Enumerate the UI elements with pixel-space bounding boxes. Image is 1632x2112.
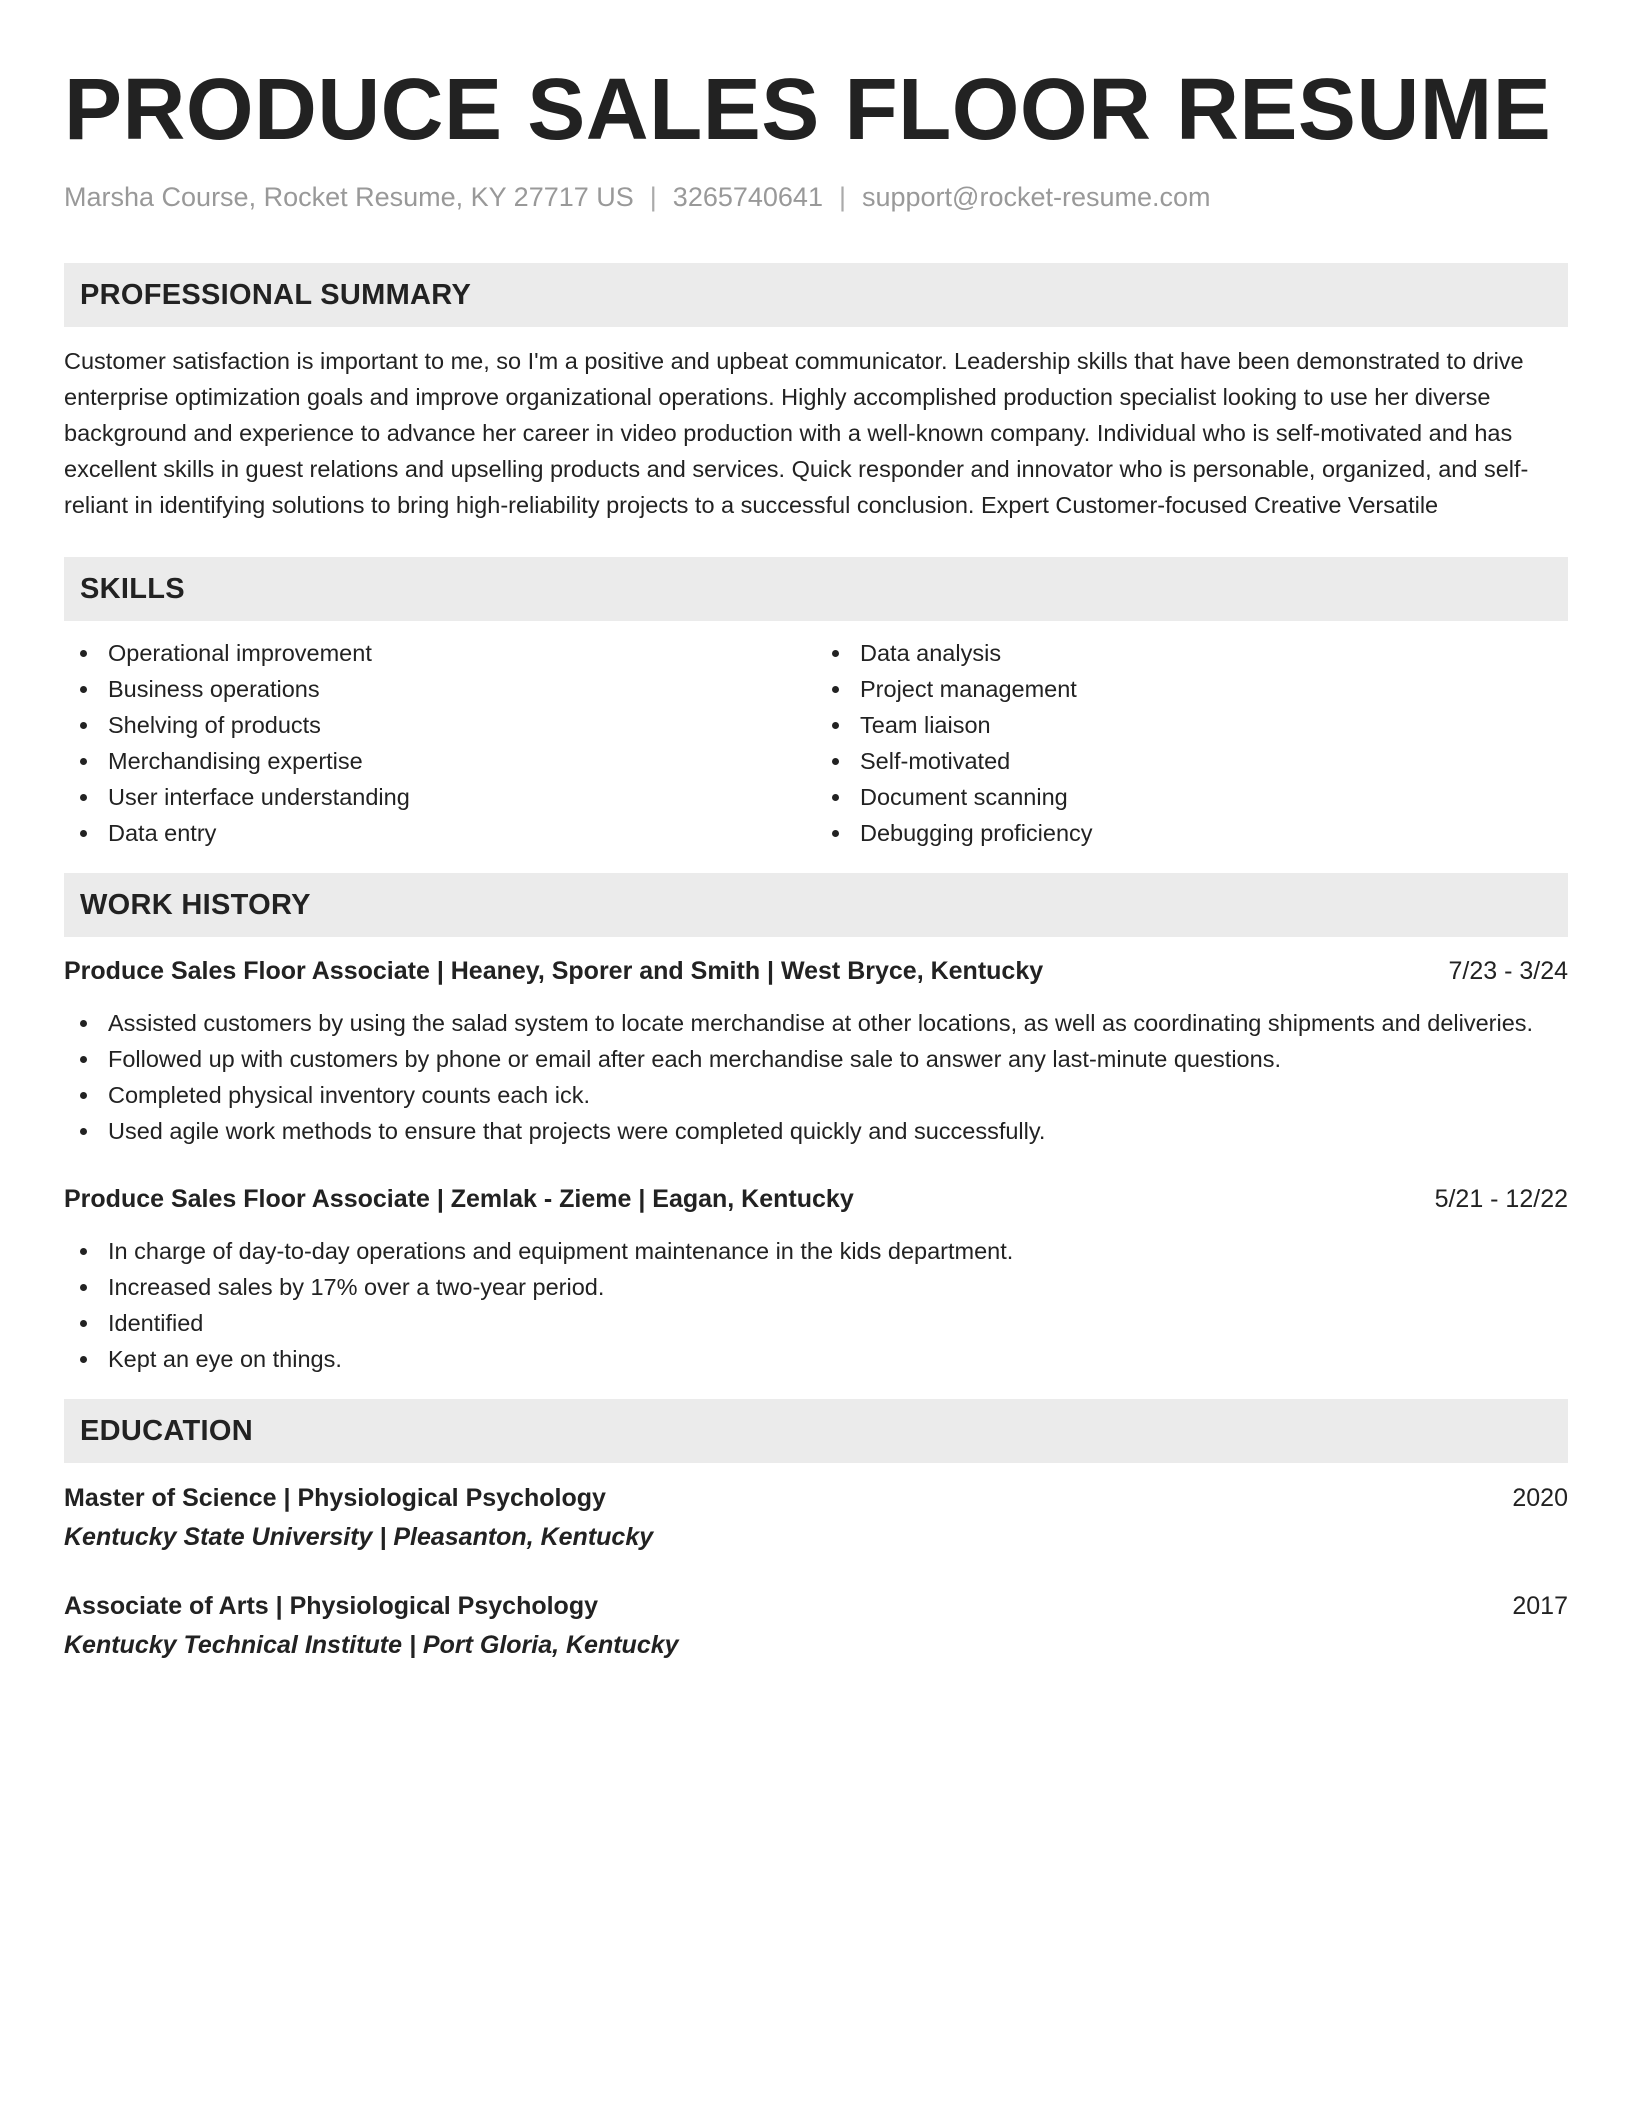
skill-item: Project management <box>816 671 1568 707</box>
education-degree: Master of Science | Physiological Psychology <box>64 1484 606 1513</box>
education-entry <box>64 1587 1568 1665</box>
job-duty: Completed physical inventory counts each ick. <box>64 1077 1568 1113</box>
education-year: 2017 <box>1512 1592 1568 1621</box>
job-header <box>64 1181 1568 1217</box>
job-entry <box>64 1181 1568 1377</box>
job-title: Produce Sales Floor Associate | Zemlak - Zieme | Eagan, Kentucky <box>64 1185 854 1214</box>
skill-item: Self-motivated <box>816 743 1568 779</box>
skill-item: Shelving of products <box>64 707 816 743</box>
skills-list <box>64 635 1568 851</box>
contact-separator: | <box>838 182 846 212</box>
job-duty: Increased sales by 17% over a two-year period. <box>64 1269 1568 1305</box>
skill-item: Team liaison <box>816 707 1568 743</box>
skill-item: Debugging proficiency <box>816 815 1568 851</box>
job-duty: Followed up with customers by phone or email after each merchandise sale to answer any last-minute questions. <box>64 1041 1568 1077</box>
skill-item: Document scanning <box>816 779 1568 815</box>
job-duty: Kept an eye on things. <box>64 1341 1568 1377</box>
education-header <box>64 1587 1568 1625</box>
summary-heading: PROFESSIONAL SUMMARY <box>64 263 1568 327</box>
skill-item: User interface understanding <box>64 779 816 815</box>
skill-item: Data entry <box>64 815 816 851</box>
work-history-heading: WORK HISTORY <box>64 873 1568 937</box>
contact-address: Marsha Course, Rocket Resume, KY 27717 US <box>64 182 634 212</box>
job-header <box>64 953 1568 989</box>
summary-text: Customer satisfaction is important to me, so I'm a positive and upbeat communicator. Leadership skills that have been demonstrated to drive enterprise optimization goals and improve organizational operations. Highly accomplished production specialist looking to use her diverse background and experience to advance her career in video production with a well-known company. Individual who is self-motivated and has excellent skills in guest relations and upselling products and services. Quick responder and innovator who is personable, organized, and self-reliant in identifying solutions to bring high-reliability projects to a successful conclusion. Expert Customer-focused Creative Versatile <box>64 348 1529 519</box>
job-duties <box>64 1005 1568 1149</box>
skill-item: Data analysis <box>816 635 1568 671</box>
education-entry <box>64 1479 1568 1557</box>
education-year: 2020 <box>1512 1484 1568 1513</box>
job-duty: Used agile work methods to ensure that projects were completed quickly and successfully. <box>64 1113 1568 1149</box>
job-duty: In charge of day-to-day operations and equipment maintenance in the kids department. <box>64 1233 1568 1269</box>
job-duty: Identified <box>64 1305 1568 1341</box>
skills-column-right <box>816 635 1568 851</box>
contact-separator: | <box>649 182 657 212</box>
skills-column-left <box>64 635 816 851</box>
education-school: Kentucky State University | Pleasanton, Kentucky <box>64 1523 654 1552</box>
job-entry <box>64 953 1568 1149</box>
skills-heading: SKILLS <box>64 557 1568 621</box>
resume-title: PRODUCE SALES FLOOR RESUME <box>64 61 1552 158</box>
contact-line <box>64 181 1568 213</box>
job-dates: 7/23 - 3/24 <box>1448 957 1568 986</box>
education-heading: EDUCATION <box>64 1399 1568 1463</box>
job-dates: 5/21 - 12/22 <box>1434 1185 1568 1214</box>
skill-item: Business operations <box>64 671 816 707</box>
skill-item: Merchandising expertise <box>64 743 816 779</box>
contact-phone: 3265740641 <box>672 182 823 212</box>
education-degree: Associate of Arts | Physiological Psychology <box>64 1592 598 1621</box>
skill-item: Operational improvement <box>64 635 816 671</box>
education-header <box>64 1479 1568 1517</box>
education-school: Kentucky Technical Institute | Port Gloria, Kentucky <box>64 1631 679 1660</box>
job-duties <box>64 1233 1568 1377</box>
job-title: Produce Sales Floor Associate | Heaney, Sporer and Smith | West Bryce, Kentucky <box>64 957 1044 986</box>
contact-email: support@rocket-resume.com <box>861 182 1211 212</box>
job-duty: Assisted customers by using the salad system to locate merchandise at other locations, as well as coordinating shipments and deliveries. <box>64 1005 1568 1041</box>
